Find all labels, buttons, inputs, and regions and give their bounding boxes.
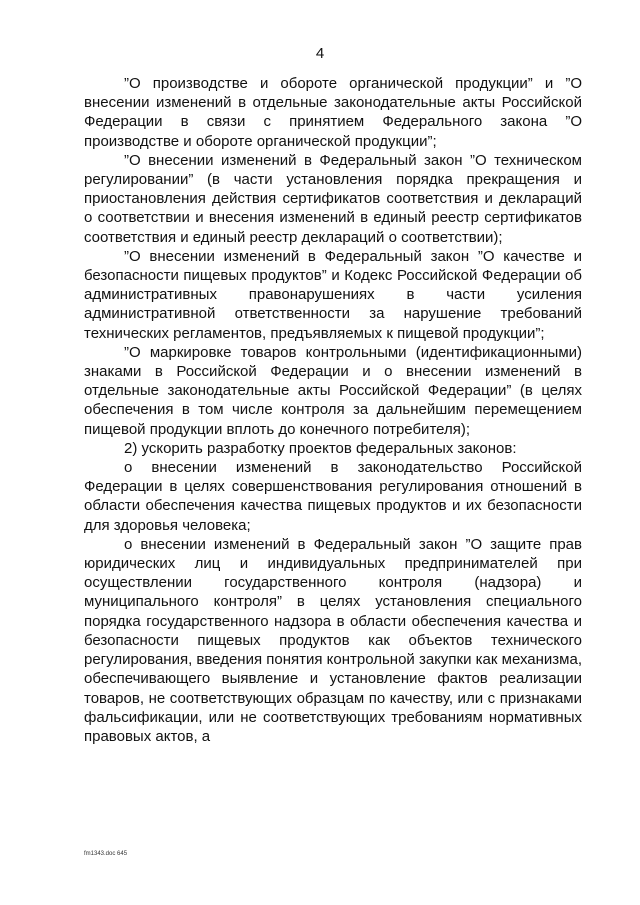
paragraph-goods-labeling-law: ”О маркировке товаров контрольными (идентификационными) знаками в Российской Федерации и о внесении изменений в отдельные законодательные акты Российской Федерации” (в целях обеспечения в том числе контроля за дальнейшим перемещением пищевой продукции вплоть до конечного потребителя);: [84, 343, 582, 438]
paragraph-food-quality-legislation: о внесении изменений в законодательство Российской Федерации в целях совершенствования регулирования отношений в области обеспечения качества пищевых продуктов и их безопасности для здоровья человека;: [84, 459, 582, 534]
document-body: [84, 74, 582, 746]
file-footer: fm1343.doc 645: [84, 851, 128, 857]
paragraph-accelerate-drafts: 2) ускорить разработку проектов федеральных законов:: [124, 439, 517, 457]
paragraph-food-quality-safety-law: ”О внесении изменений в Федеральный закон ”О качестве и безопасности пищевых продуктов” и Кодекс Российской Федерации об административных правонарушениях в части усиления административной ответственности за нарушение требований технических регламентов, предъявляемых к пищевой продукции”;: [84, 247, 582, 342]
paragraph-technical-regulation-law: ”О внесении изменений в Федеральный закон ”О техническом регулировании” (в части установления порядка прекращения и приостановления действия сертификатов соответствия и деклараций о соответствии и внесения изменений в единый реестр сертификатов соответствия и единый реестр деклараций о соответствии);: [84, 151, 582, 246]
paragraph-organic-products-laws: ”О производстве и обороте органической продукции” и ”О внесении изменений в отдельные законодательные акты Российской Федерации в связи с принятием Федерального закона ”О производстве и обороте органической продукции”;: [84, 75, 582, 150]
page-number: 4: [315, 45, 325, 62]
paragraph-protection-of-rights-law: о внесении изменений в Федеральный закон ”О защите прав юридических лиц и индивидуальных предпринимателей при осуществлении государственного контроля (надзора) и муниципального контроля” в целях установления специального порядка государственного надзора в области обеспечения качества и безопасности пищевых продуктов как объектов технического регулирования, введения понятия контрольной закупки как механизма, обеспечивающего выявление и установление фактов реализации товаров, не соответствующих образцам по качеству, или с признаками фальсификации, или не соответствующих требованиям нормативных правовых актов, а: [84, 535, 582, 745]
